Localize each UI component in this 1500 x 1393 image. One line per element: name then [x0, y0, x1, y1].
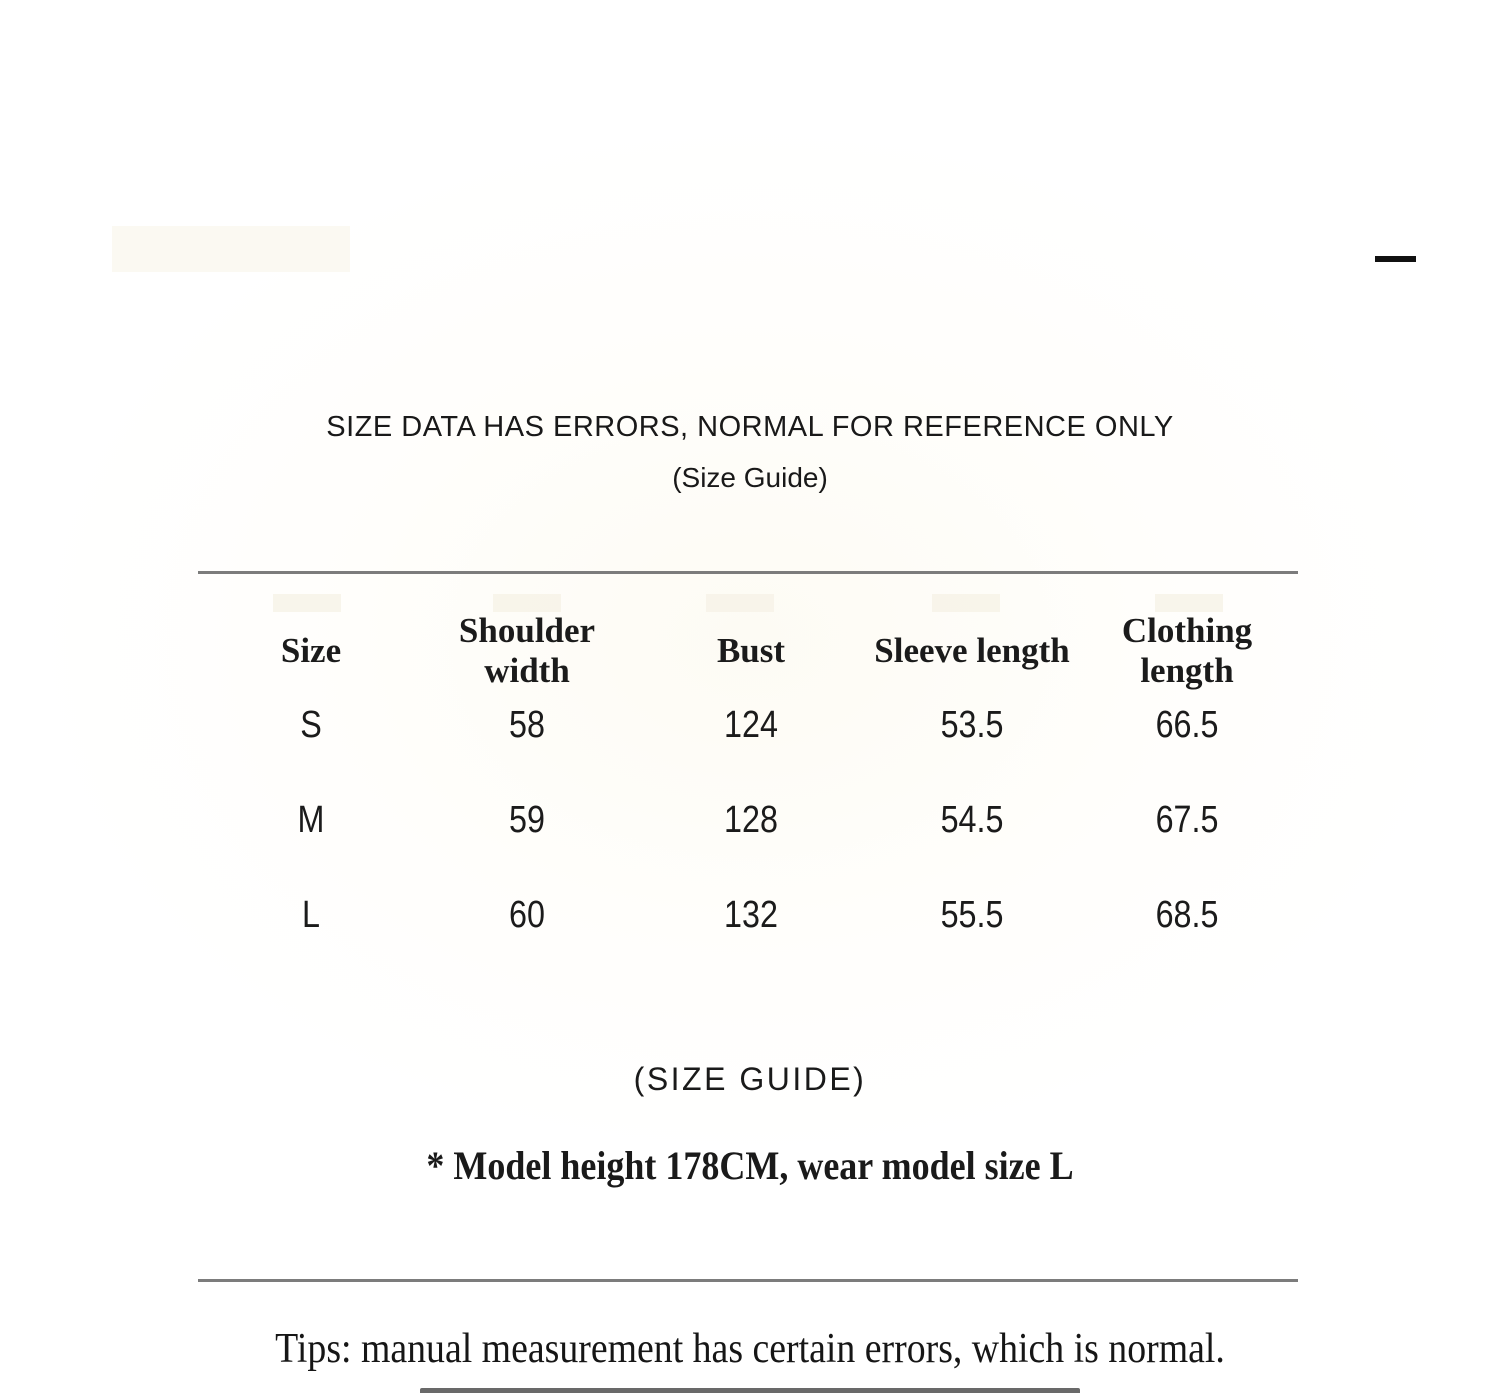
faded-highlight	[273, 594, 341, 612]
tips-note: Tips: manual measurement has certain errors, which is normal.	[275, 1326, 1225, 1372]
table-cell-m-sleeve: 54.5	[940, 799, 1004, 841]
faded-highlight	[706, 594, 774, 612]
bottom-divider	[198, 1279, 1298, 1282]
table-cell-l-bust: 132	[724, 894, 778, 936]
top-divider	[198, 571, 1298, 574]
page-title: SIZE DATA HAS ERRORS, NORMAL FOR REFERENCE ONLY	[326, 411, 1174, 443]
column-header-clothing-length: Clothing length	[1121, 611, 1253, 690]
table-cell-m-clothing: 67.5	[1155, 799, 1219, 841]
table-cell-l-clothing: 68.5	[1155, 894, 1219, 936]
column-header-bust: Bust	[716, 631, 786, 670]
table-cell-l-sleeve: 55.5	[940, 894, 1004, 936]
table-cell-size-m: M	[297, 799, 325, 841]
size-table	[200, 611, 1300, 963]
dash-icon	[1375, 256, 1416, 262]
column-header-shoulder-width: Shoulder width	[458, 611, 596, 690]
table-cell-size-l: L	[302, 894, 320, 936]
table-cell-s-sleeve: 53.5	[940, 704, 1004, 746]
cut-off-bottom-bar	[420, 1388, 1080, 1393]
table-cell-s-shoulder: 58	[509, 704, 545, 746]
table-cell-s-bust: 124	[724, 704, 778, 746]
faded-highlight	[932, 594, 1000, 612]
page-subtitle: (Size Guide)	[672, 462, 828, 493]
column-header-size: Size	[280, 631, 342, 670]
table-cell-size-s: S	[300, 704, 322, 746]
table-cell-l-shoulder: 60	[509, 894, 545, 936]
faded-highlight	[1155, 594, 1223, 612]
column-header-sleeve-length: Sleeve length	[874, 631, 1070, 670]
faded-highlight	[493, 594, 561, 612]
size-guide-caption: (SIZE GUIDE)	[633, 1061, 867, 1097]
table-cell-s-clothing: 66.5	[1155, 704, 1219, 746]
table-cell-m-shoulder: 59	[509, 799, 545, 841]
faded-artifact-block	[112, 226, 350, 272]
model-height-note: * Model height 178CM, wear model size L	[426, 1143, 1074, 1188]
table-cell-m-bust: 128	[724, 799, 778, 841]
